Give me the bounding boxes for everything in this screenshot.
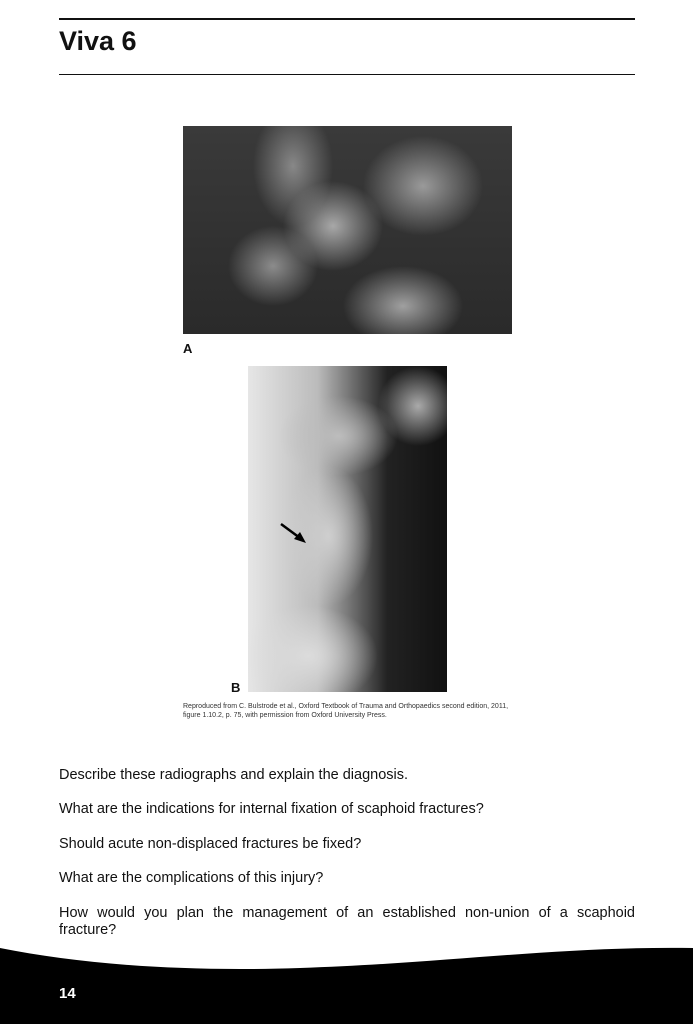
title-rule: [59, 74, 635, 75]
figure-label-a: A: [183, 341, 193, 356]
radiograph-a: [183, 126, 512, 334]
figure-credit: Reproduced from C. Bulstrode et al., Oxford Textbook of Trauma and Orthopaedics second edition, 2011, figure 1.10.2, p. 75, with permission from Oxford University Press.: [183, 703, 509, 719]
radiograph-b: [248, 366, 447, 692]
figure-label-b: B: [231, 680, 241, 695]
question-4: What are the complications of this injury?: [59, 870, 324, 886]
question-2: What are the indications for internal fixation of scaphoid fractures?: [59, 801, 484, 817]
page-number: 14: [59, 985, 76, 1002]
top-rule: [59, 18, 635, 20]
arrow-icon: [248, 366, 447, 692]
page-title: Viva 6: [59, 26, 137, 56]
question-1: Describe these radiographs and explain the diagnosis.: [59, 767, 409, 783]
question-3: Should acute non-displaced fractures be fixed?: [59, 836, 362, 852]
question-5: How would you plan the management of an established non-union of a scaphoid fracture?: [59, 905, 635, 938]
footer-band: [0, 930, 693, 1024]
